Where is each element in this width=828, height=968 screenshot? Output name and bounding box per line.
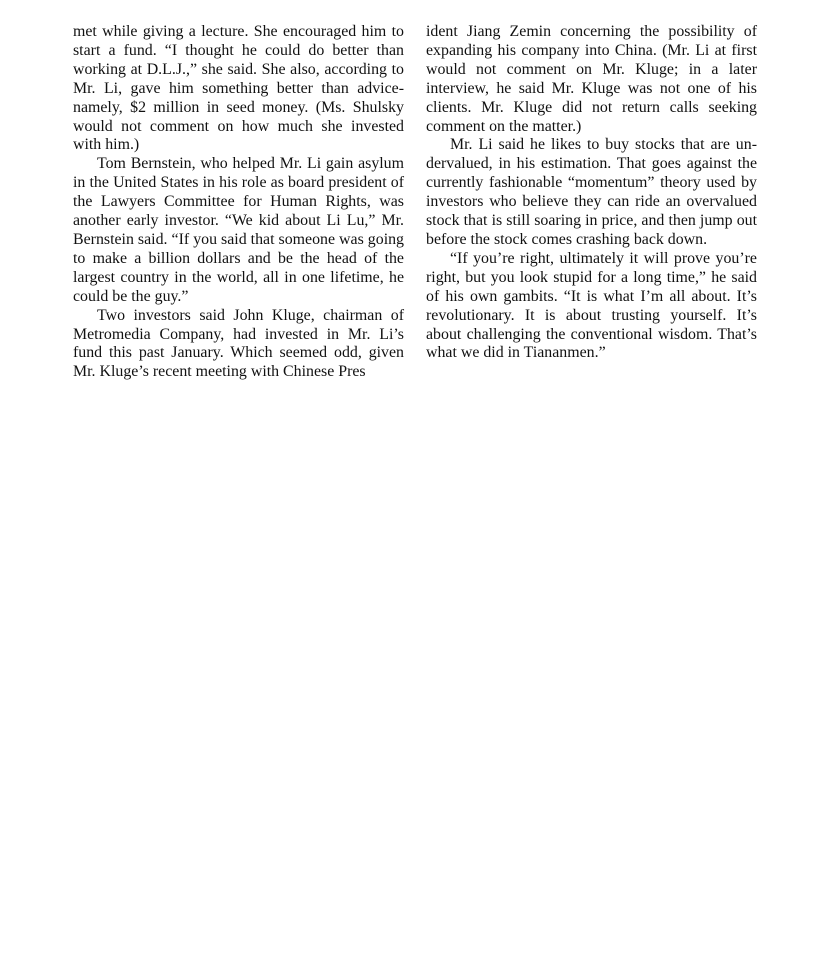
right-column (426, 23, 757, 363)
paragraph: met while giving a lecture. She encouraged him to start a fund. “I thought he could do better than working at D.L.J.,” she said. She also, according to Mr. Li, gave him something better than advice-namely, $2 million in seed money. (Ms. Shulsky would not comment on how much she invested with him.) (73, 23, 404, 154)
paragraph: ident Jiang Zemin concerning the possibility of expanding his company into China. (Mr. Li at first would not comment on Mr. Kluge; in a later interview, he said Mr. Kluge was not one of his clients. Mr. Kluge did not return calls seeking comment on the matter.) (426, 23, 757, 135)
left-column (73, 23, 404, 382)
paragraph: Tom Bernstein, who helped Mr. Li gain asylum in the United States in his role as board president of the Lawyers Committee for Human Rights, was another early investor. “We kid about Li Lu,” Mr. Bernstein said. “If you said that someone was going to make a billion dollars and be the head of the largest country in the world, all in one lifetime, he could be the guy.” (73, 155, 404, 305)
paragraph: Two investors said John Kluge, chairman of Metromedia Company, had invested in Mr. Li’s fund this past January. Which seemed odd, given Mr. Kluge’s recent meeting with Chinese Pres (73, 306, 404, 381)
paragraph: “If you’re right, ultimately it will prove you’re right, but you look stupid for a long time,” he said of his own gambits. “It is what I’m all about. It’s revolutionary. It is about trusting yourself. It’s about challenging the conventional wisdom. That’s what we did in Tiananmen.” (426, 249, 757, 362)
paragraph: Mr. Li said he likes to buy stocks that are undervalued, in his estimation. That goes against the currently fashionable “momentum” theory used by investors who believe they can ride an overvalued stock that is still soaring in price, and then jump out before the stock comes crashing back down. (426, 136, 757, 248)
